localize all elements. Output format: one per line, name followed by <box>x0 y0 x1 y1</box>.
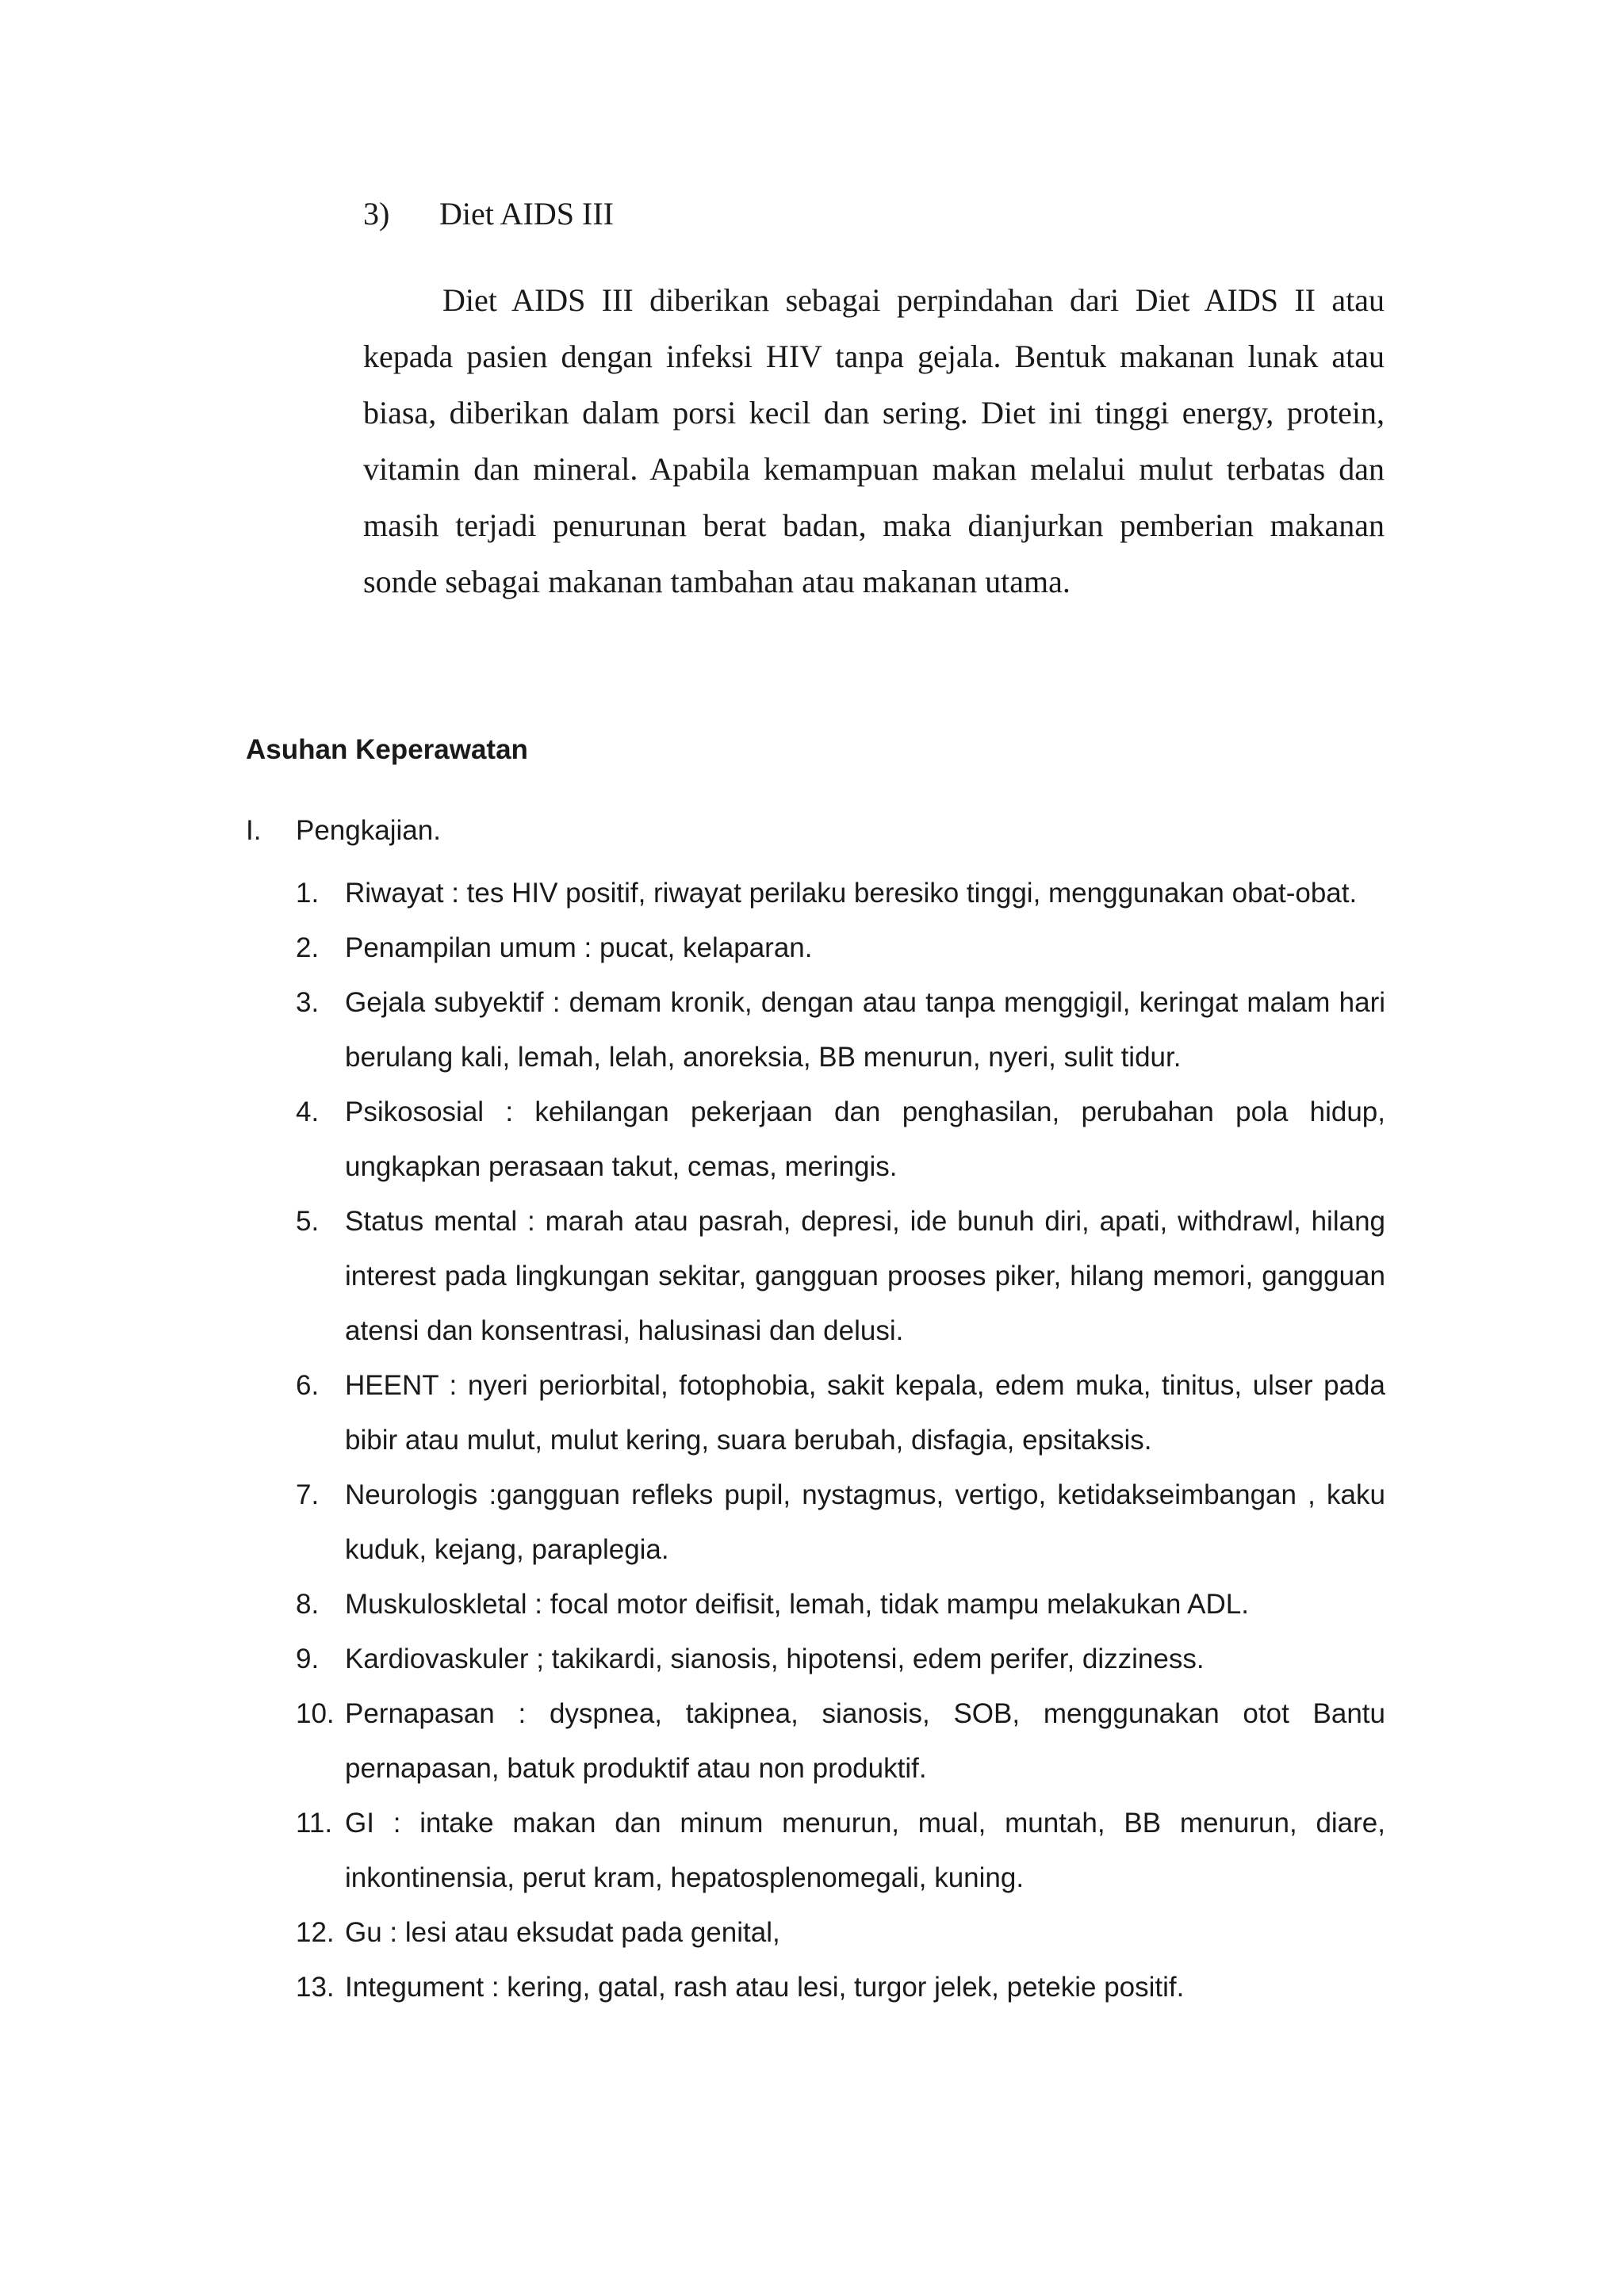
diet-paragraph-line: kepada pasien dengan infeksi HIV tanpa gejala. Bentuk makanan lunak atau <box>363 339 1385 374</box>
list-item-text: Penampilan umum : pucat, kelaparan. <box>345 932 813 963</box>
list-item-number: 2. <box>296 932 320 963</box>
list-item-number: 6. <box>296 1370 320 1401</box>
list-item-text: inkontinensia, perut kram, hepatosplenomegali, kuning. <box>345 1862 1025 1893</box>
list-item <box>296 1085 1385 1194</box>
diet-heading-number: 3) <box>363 196 390 232</box>
list-item-text: Kardiovaskuler ; takikardi, sianosis, hipotensi, edem perifer, dizziness. <box>345 1644 1205 1674</box>
list-item-text: Integument : kering, gatal, rash atau lesi, turgor jelek, petekie positif. <box>345 1972 1185 2003</box>
list-item <box>296 1468 1385 1577</box>
list-item-text: GI : intake makan dan minum menurun, mual, muntah, BB menurun, diare, <box>345 1808 1385 1839</box>
diet-paragraph-line: sonde sebagai makanan tambahan atau makanan utama. <box>363 564 1071 599</box>
diet-paragraph-line: masih terjadi penurunan berat badan, maka dianjurkan pemberian makanan <box>363 507 1385 543</box>
subsection-heading <box>246 811 441 851</box>
list-item-text: Riwayat : tes HIV positif, riwayat perilaku beresiko tinggi, menggunakan obat-obat. <box>345 878 1358 909</box>
list-item-number: 1. <box>296 878 320 909</box>
list-item-text: Status mental : marah atau pasrah, depresi, ide bunuh diri, apati, withdrawl, hilang <box>345 1206 1385 1237</box>
list-item <box>296 1960 1385 2015</box>
list-item-text: Neurologis :gangguan refleks pupil, nystagmus, vertigo, ketidakseimbangan , kaku <box>345 1479 1385 1510</box>
list-item-number: 5. <box>296 1206 320 1237</box>
list-item-number: 13. <box>296 1972 335 2003</box>
list-item-text: atensi dan konsentrasi, halusinasi dan delusi. <box>345 1315 904 1346</box>
diet-paragraph-line: Diet AIDS III diberikan sebagai perpindahan dari Diet AIDS II atau <box>442 282 1385 318</box>
list-item-text: Muskuloskletal : focal motor deifisit, lemah, tidak mampu melakukan ADL. <box>345 1589 1249 1620</box>
list-item-text: ungkapkan perasaan takut, cemas, meringis. <box>345 1151 898 1182</box>
list-item-text: Gejala subyektif : demam kronik, dengan atau tanpa menggigil, keringat malam hari <box>345 987 1385 1018</box>
list-item <box>296 866 1385 920</box>
list-item-number: 7. <box>296 1479 320 1510</box>
list-item-text: bibir atau mulut, mulut kering, suara berubah, disfagia, epsitaksis. <box>345 1425 1152 1456</box>
diet-paragraph-line: vitamin dan mineral. Apabila kemampuan makan melalui mulut terbatas dan <box>363 451 1385 487</box>
list-item <box>296 1358 1385 1468</box>
diet-heading-title: Diet AIDS III <box>439 196 614 232</box>
subsection-title: Pengkajian. <box>296 815 441 846</box>
list-item-number: 4. <box>296 1096 320 1127</box>
list-item-text: HEENT : nyeri periorbital, fotophobia, sakit kepala, edem muka, tinitus, ulser pada <box>345 1370 1385 1401</box>
list-item-number: 11. <box>296 1808 333 1839</box>
assessment-list <box>296 866 1385 2015</box>
list-item-number: 9. <box>296 1644 320 1674</box>
list-item-number: 3. <box>296 987 320 1018</box>
list-item-text: kuduk, kejang, paraplegia. <box>345 1534 669 1565</box>
list-item <box>296 1796 1385 1905</box>
diet-paragraph-line: biasa, diberikan dalam porsi kecil dan sering. Diet ini tinggi energy, protein, <box>363 395 1385 430</box>
list-item-text: Gu : lesi atau eksudat pada genital, <box>345 1917 780 1948</box>
list-item-text: pernapasan, batuk produktif atau non produktif. <box>345 1753 927 1784</box>
subsection-number: I. <box>246 815 262 846</box>
diet-paragraph <box>363 272 1385 610</box>
diet-heading <box>363 192 614 236</box>
section-title: Asuhan Keperawatan <box>246 734 528 765</box>
list-item-number: 12. <box>296 1917 335 1948</box>
list-item <box>296 920 1385 975</box>
list-item-text: Psikososial : kehilangan pekerjaan dan penghasilan, perubahan pola hidup, <box>345 1096 1385 1127</box>
list-item <box>296 1686 1385 1796</box>
list-item-text: berulang kali, lemah, lelah, anoreksia, BB menurun, nyeri, sulit tidur. <box>345 1042 1182 1073</box>
list-item <box>296 1577 1385 1632</box>
list-item <box>296 1905 1385 1960</box>
list-item-number: 8. <box>296 1589 320 1620</box>
list-item-text: interest pada lingkungan sekitar, gangguan prooses piker, hilang memori, gangguan <box>345 1261 1385 1292</box>
list-item-number: 10. <box>296 1698 335 1729</box>
list-item-text: Pernapasan : dyspnea, takipnea, sianosis, SOB, menggunakan otot Bantu <box>345 1698 1385 1729</box>
list-item <box>296 1194 1385 1358</box>
list-item <box>296 1632 1385 1686</box>
list-item <box>296 975 1385 1085</box>
